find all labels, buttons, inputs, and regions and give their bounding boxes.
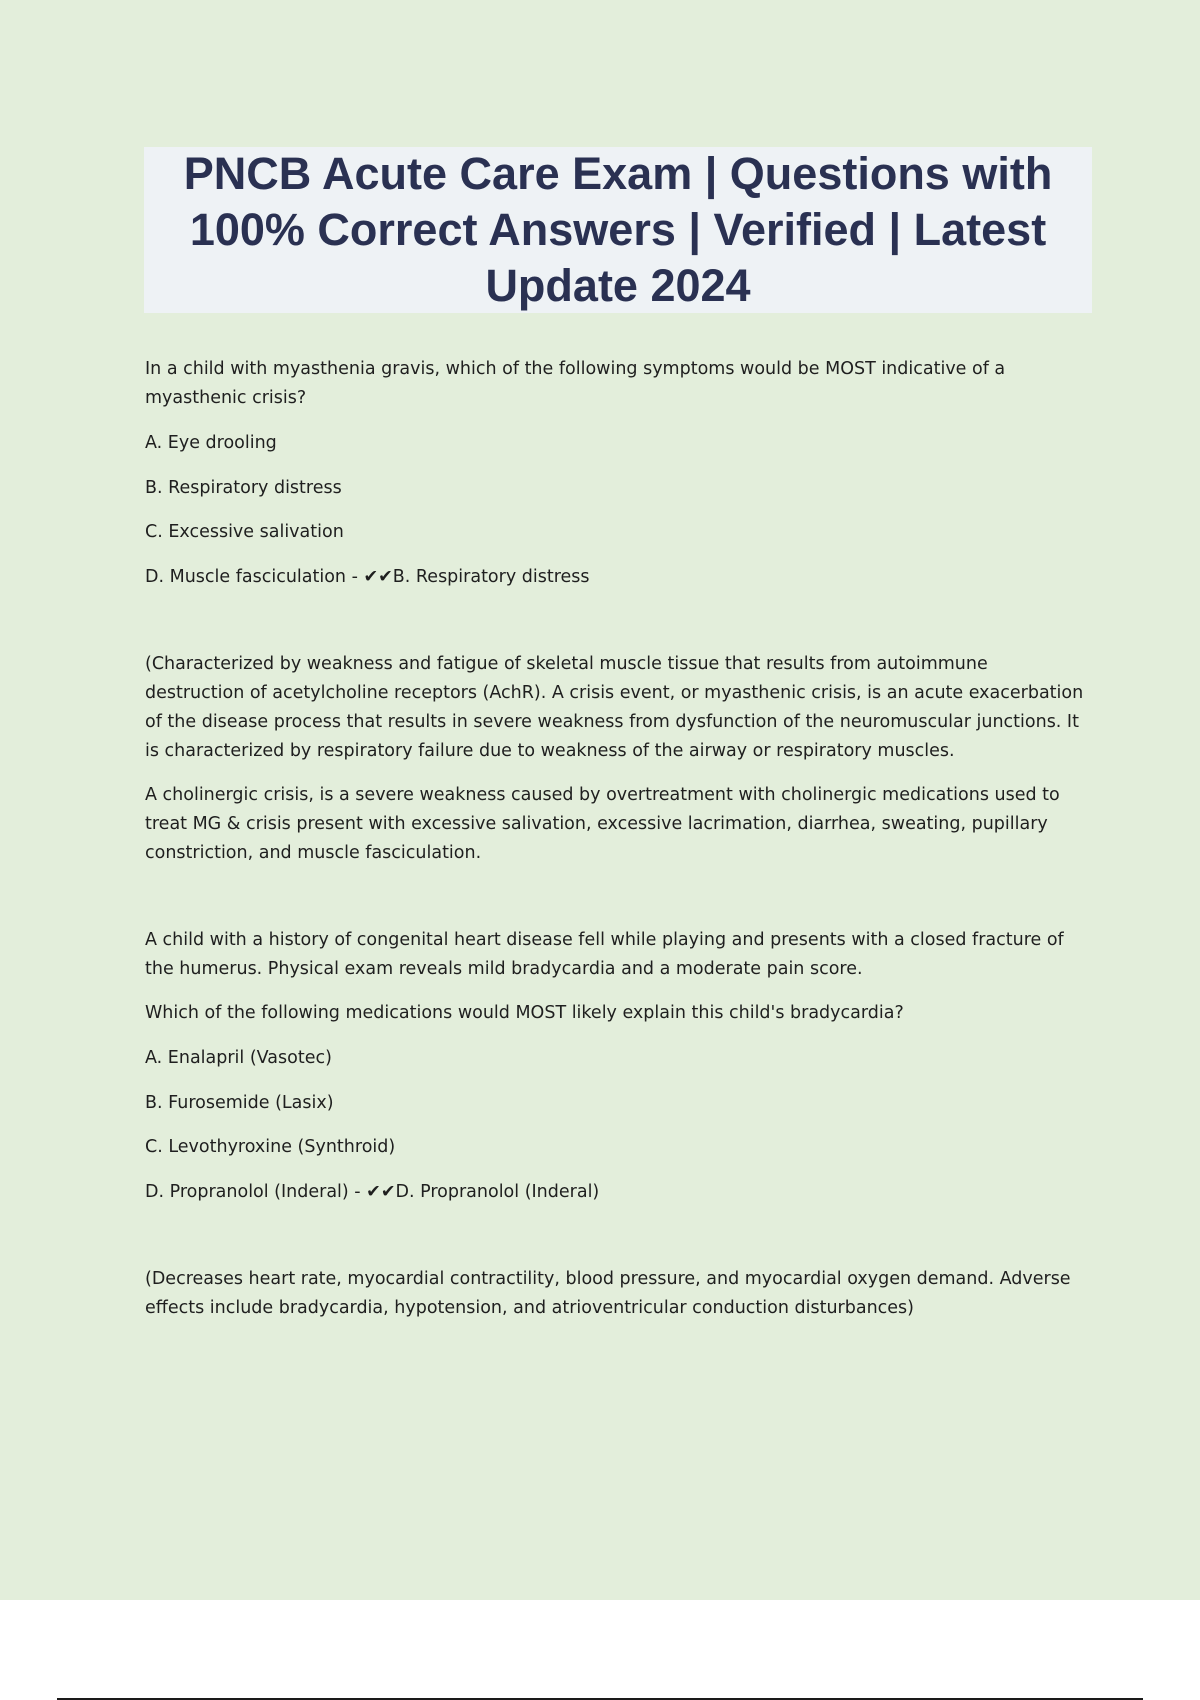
q1-option-a: A. Eye drooling [145,433,277,453]
q1-option-c: C. Excessive salivation [145,522,344,542]
q1-option-d-answer: D. Muscle fasciculation - ✔✔B. Respiratory distress [145,567,590,587]
q1-option-b: B. Respiratory distress [145,478,342,498]
q2-rationale: (Decreases heart rate, myocardial contractility, blood pressure, and myocardial oxygen demand. Adverse effects include bradycardia, hypotension, and atrioventricular conduction disturbances) [145,1269,1071,1318]
q2-stem: A child with a history of congenital heart disease fell while playing and presents with a closed fracture of the humerus. Physical exam reveals mild bradycardia and a moderate pain score. [145,930,1064,979]
q2-question: Which of the following medications would MOST likely explain this child's bradycardia? [145,1003,904,1023]
q2-option-c: C. Levothyroxine (Synthroid) [145,1137,396,1157]
q2-option-d-answer: D. Propranolol (Inderal) - ✔✔D. Propranolol (Inderal) [145,1182,600,1202]
q1-stem: In a child with myasthenia gravis, which of the following symptoms would be MOST indicative of a myasthenic crisis? [145,359,1006,408]
title-banner [144,147,1092,313]
document-body [145,355,1085,1323]
q2-option-a: A. Enalapril (Vasotec) [145,1048,332,1068]
document-title: PNCB Acute Care Exam | Questions with 100% Correct Answers | Verified | Latest Update 2024 [183,148,1053,311]
q1-rationale-1: (Characterized by weakness and fatigue of skeletal muscle tissue that results from autoimmune destruction of acetylcholine receptors (AchR). A crisis event, or myasthenic crisis, is an acute exacerbation of the disease process that results in severe weakness from dysfunction of the neuromuscular junctions. It is characterized by respiratory failure due to weakness of the airway or respiratory muscles. [145,654,1084,761]
q2-option-b: B. Furosemide (Lasix) [145,1093,334,1113]
q1-rationale-2: A cholinergic crisis, is a severe weakness caused by overtreatment with cholinergic medications used to treat MG & crisis present with excessive salivation, excessive lacrimation, diarrhea, sweating, pupillary constriction, and muscle fasciculation. [145,785,1060,863]
